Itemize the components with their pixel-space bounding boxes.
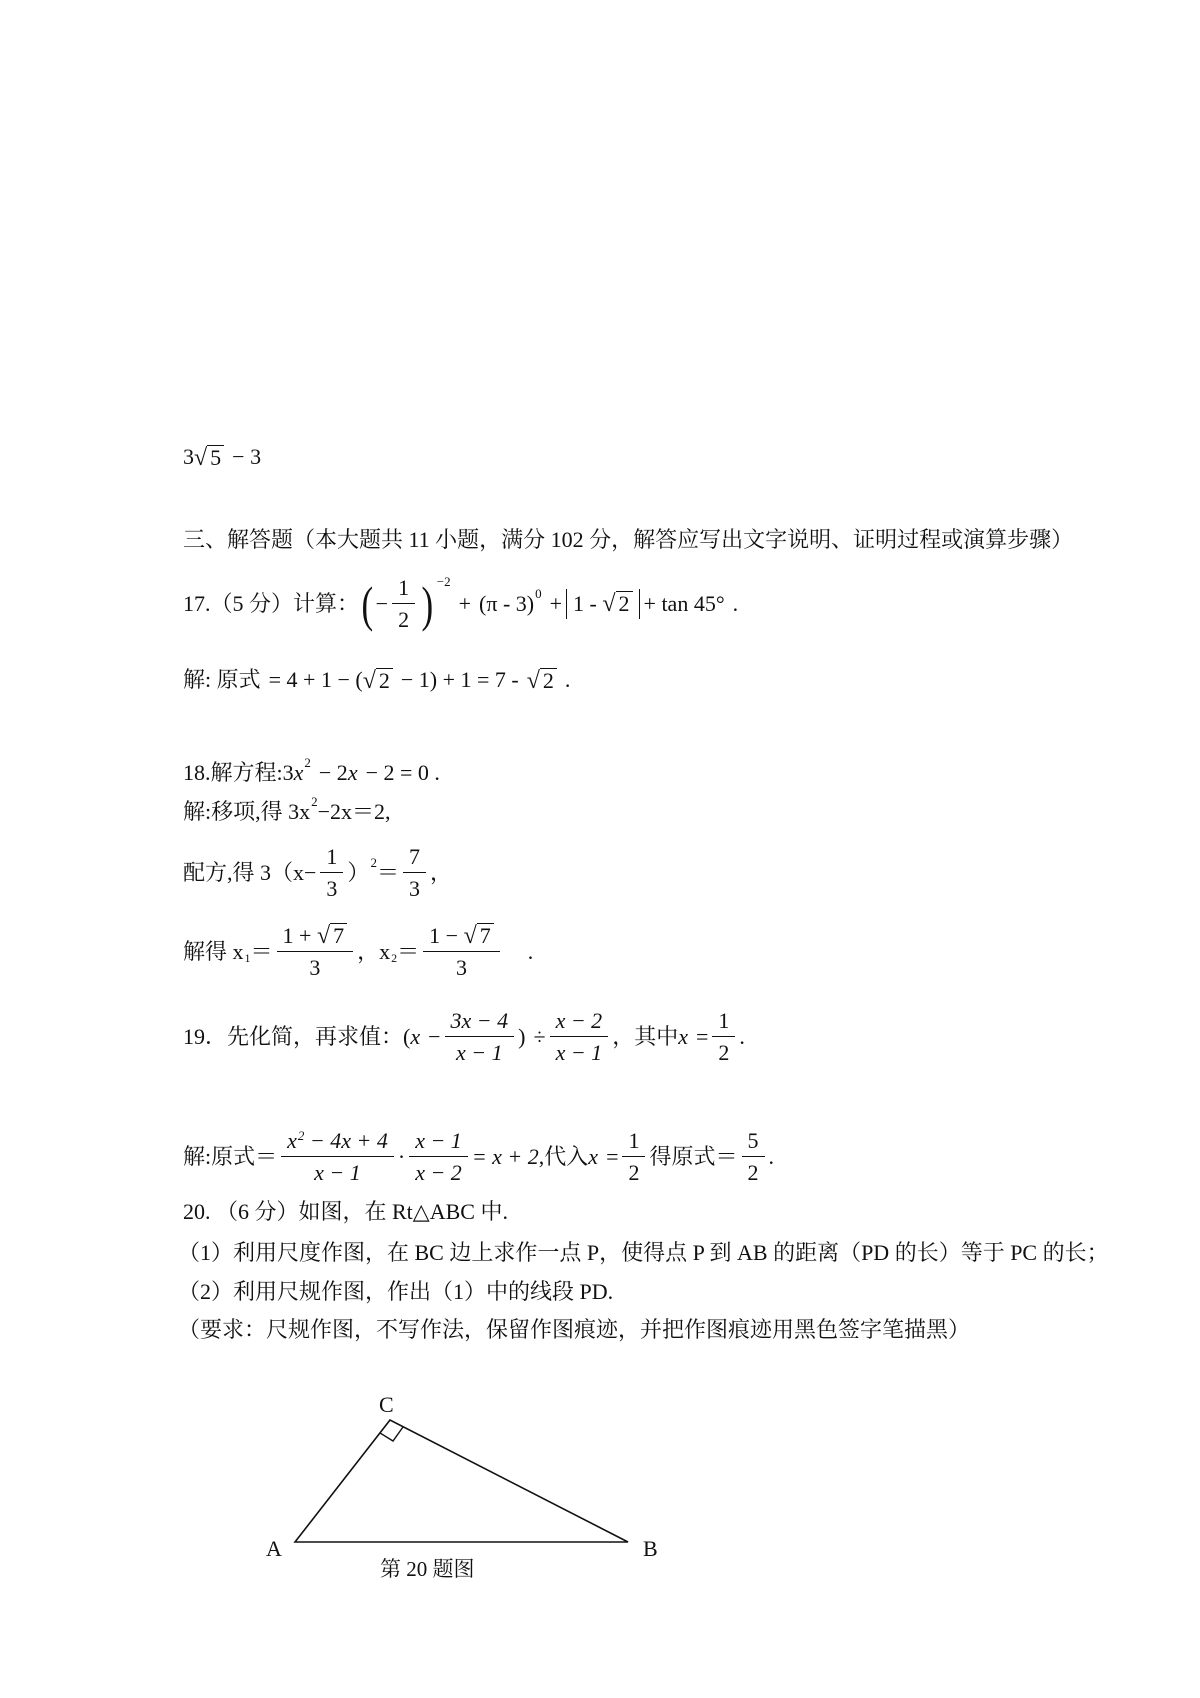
- q17-prefix: 17.（5 分）计算：: [183, 590, 360, 616]
- q17-pi-term: (π - 3): [479, 590, 535, 616]
- label-a: A: [266, 1536, 282, 1561]
- solution-18-step1: 解:移项,得 3x 2 −2x＝2,: [183, 794, 391, 824]
- question-20-part2: （2）利用尺规作图，作出（1）中的线段 PD.: [178, 1279, 614, 1304]
- section-title: 三、解答题（本大题共 11 小题，满分 102 分，解答应写出文字说明、证明过程或演算步骤）: [183, 527, 1074, 552]
- triangle-abc: [295, 1420, 628, 1542]
- question-17: 17.（5 分）计算： ( − $\frac{1}{2}$ ) −2 + (π - 3) 0 + 1 - √ 2 + tan 45° .: [183, 574, 739, 633]
- answer-coefficient: 3: [183, 444, 194, 469]
- answer-tail: − 3: [232, 444, 262, 469]
- q17-absolute-value: 1 - √ 2: [566, 589, 640, 620]
- previous-answer: [183, 444, 261, 470]
- q17-exponent: −2: [436, 574, 451, 589]
- question-20-title: 20. （6 分）如图，在 Rt△ABC 中.: [183, 1199, 508, 1224]
- figure-caption: 第 20 题图: [380, 1557, 475, 1581]
- q17-fraction-half: $\frac{1}{2}$: [392, 575, 415, 633]
- solution-18-step2: 配方,得 3（x− $\frac{1}{3}$ ） 2 ＝ $\frac{7}{3}$ ，: [183, 844, 452, 902]
- sqrt-5: √ 5: [194, 445, 224, 470]
- question-20-part1: （1）利用尺度作图，在 BC 边上求作一点 P，使得点 P 到 AB 的距离（PD 的长）等于 PC 的长；: [178, 1240, 1109, 1265]
- solution-18-step3: 解得 x 1 ＝ 1 + √ 7 3 ，x 2 ＝ 1 − √ 7 3 .: [183, 923, 534, 981]
- label-b: B: [643, 1536, 658, 1561]
- solution-19: 解:原式＝ $\frac{x^2 - 4x + 4}{x - 1}$ · $\frac{x - 1}{x - 2}$ = x + 2 ,代入 x = $\frac{1}{2}$ 得原式＝ $\frac{5}{2}$ .: [183, 1128, 774, 1186]
- triangle-figure: [0, 1378, 1200, 1698]
- q17-tan-term: + tan 45°: [643, 590, 725, 616]
- solution-17: 解: 原式 = 4 + 1 − ( √ 2 − 1) + 1 = 7 - √ 2 .: [183, 667, 571, 694]
- label-c: C: [379, 1392, 394, 1417]
- question-18: 18.解方程: 3 x 2 − 2 x − 2 = 0 .: [183, 755, 440, 785]
- question-20-requirement: （要求：尺规作图，不写作法，保留作图痕迹，并把作图痕迹用黑色签字笔描黑）: [178, 1317, 971, 1342]
- question-19: 19．先化简，再求值： ( x − $\frac{3x - 4}{x - 1}$ ) ÷ $\frac{x - 2}{x - 1}$ ，其中 x = $\frac{1}{2}$ .: [183, 1008, 745, 1066]
